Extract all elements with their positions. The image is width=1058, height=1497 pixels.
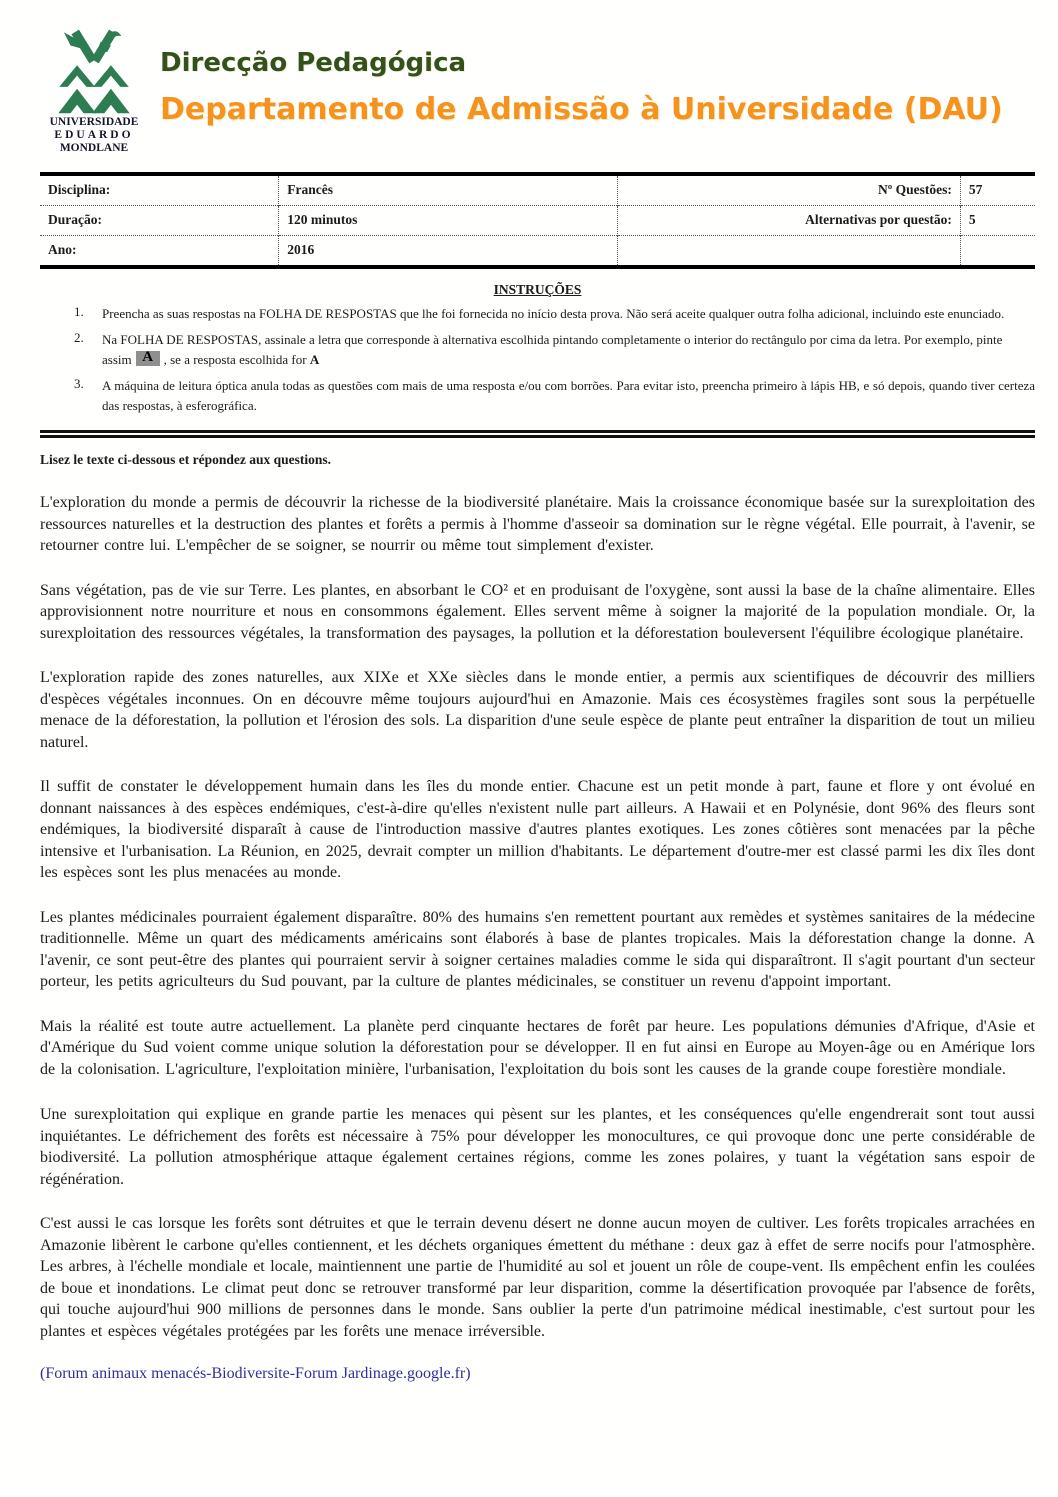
- disciplina-value: Francês: [279, 174, 617, 206]
- duracao-value: 120 minutos: [279, 205, 617, 235]
- source-link[interactable]: (Forum animaux menacés-Biodiversite-Forum Jardinage.google.fr): [40, 1365, 471, 1383]
- exam-info-table: [40, 172, 1035, 269]
- answer-letter: A: [142, 348, 154, 365]
- uem-emblem-icon: [47, 26, 141, 114]
- instruction-item-3: [40, 376, 1035, 416]
- ano-value: 2016: [279, 235, 617, 267]
- paragraph: Mais la réalité est toute autre actuellement. La planète perd cinquante hectares de forêt par heure. Les populations démunies d'Afrique, d'Asie et d'Amérique du Sud voient comme unique solution la déforestation pour se développer. Il en fut ainsi en Europe au Moyen-âge ou en Amérique lors de la colonisation. L'agriculture, l'exploitation minière, l'urbanisation, l'exploitation du bois sont les causes de la grande coupe forestière mondiale.: [40, 1017, 1035, 1078]
- instructions-title: INSTRUÇÕES: [493, 281, 582, 297]
- empty-cell: [617, 235, 960, 267]
- table-row: [40, 205, 1035, 235]
- paragraph: C'est aussi le cas lorsque les forêts sont détruites et que le terrain devenu désert ne donne aucun moyen de cultiver. Les forêts tropicales arrachées en Amazonie libèrent le carbone qu'elles contiennent, et les déchets organiques émettent du méthane : deux gaz à effet de serre nocifs pour l'atmosphère. Les arbres, à l'échelle mondiale et locale, maintiennent une partie de l'humidité au sol et jouent un rôle de coupe-vent. Ils empêchent enfin les coulées de boue et inondations. Le climat peut donc se retrouver transformé par leur disparition, comme la désertification provoquée par l'absence de forêts, qui touche aujourd'hui 900 millions de personnes dans le monde. Sans oublier la perte d'un patrimoine médical inestimable, c'est surtout pour les plantes et espèces végétales protégées par les forêts une menace irréversible.: [40, 1215, 1035, 1340]
- direccao-pedagogica-title: Direcção Pedagógica: [160, 48, 467, 78]
- paragraph: Les plantes médicinales pourraient également disparaître. 80% des humains s'en remettent pourtant aux remèdes et systèmes sanitaires de la médecine traditionnelle. Même un quart des médicaments américains sont élaborés à base de plantes tropicales. Mais la déforestation change la donne. A l'avenir, ce sont peut-être des plantes qui pourraient servir à soigner certaines maladies comme le sida qui disparaîtront. Il s'agit pourtant d'un secteur porteur, les petits agriculteurs du Sud pouvant, par la culture de plantes médicinales, se constituer un revenu d'appoint important.: [40, 908, 1035, 991]
- source-citation: [40, 1365, 1035, 1383]
- list-marker: 2.: [74, 329, 84, 345]
- logo-line-eduardo: EDUARDO: [54, 129, 134, 142]
- reading-text: [40, 492, 1035, 1383]
- instructions-section: [40, 282, 1035, 417]
- instruction-2-line1: Na FOLHA DE RESPOSTAS, assinale a letra que corresponde à alternativa escolhida pintando completamente o interior do rectângulo por cima da letra. Por exemplo, pinte: [102, 331, 1003, 347]
- disciplina-label: Disciplina:: [40, 174, 279, 206]
- instruction-text: [102, 330, 1035, 370]
- paragraph: Il suffit de constater le développement humain dans les îles du monde entier. Chacune est un petit monde à part, faune et flore y ont évolué en donnant naissances à des espèces endémiques, c'est-à-dire qu'elles n'existent nulle part ailleurs. A Hawaii et en Polynésie, dont 96% des fleurs sont endémiques, la biodiversité disparaît à cause de l'introduction massive d'autres plantes exotiques. Les zones côtières sont menacées par la pêche intensive et l'urbanisation. La Réunion, en 2025, devrait compter un million d'habitants. Le département d'outre-mer est classé parmi les dix îles dont les espèces sont les plus menacées au monde.: [40, 778, 1035, 882]
- list-marker: 1.: [74, 303, 84, 319]
- ano-label: Ano:: [40, 235, 279, 267]
- instruction-text: Preencha as suas respostas na FOLHA DE RESPOSTAS que lhe foi fornecida no início desta prova. Não será aceite qualquer outra folha adicional, incluindo este enunciado.: [102, 305, 1005, 321]
- table-row: [40, 174, 1035, 206]
- instruction-2-line2-pre: assim: [102, 351, 132, 367]
- instruction-item-1: [40, 304, 1035, 324]
- logo-line-mondlane: MONDLANE: [59, 142, 129, 155]
- header-titles: [160, 26, 1003, 127]
- alternativas-label: Alternativas por questão:: [617, 205, 960, 235]
- instruction-text: A máquina de leitura óptica anula todas as questões com mais de uma resposta e/ou com borrões. Para evitar isto, preencha primeiro à lápis HB, e só depois, quando tiver certeza das respostas, à esferográfica.: [102, 378, 1035, 414]
- painted-answer-rectangle-icon: [136, 348, 160, 366]
- section-divider: [40, 430, 1035, 438]
- paragraph: Sans végétation, pas de vie sur Terre. Les plantes, en absorbant le CO² et en produisant de l'oxygène, sont aussi la base de la chaîne alimentaire. Elles approvisionnent notre nourriture et nous en consommons également. Elles servent même à soigner la majorité de la population mondiale. Or, la surexploitation des ressources végétales, la transformation des paysages, la pollution et la déforestation bouleversent l'équilibre écologique planétaire.: [40, 581, 1035, 642]
- paragraph: L'exploration du monde a permis de découvrir la richesse de la biodiversité planétaire. Mais la croissance économique basée sur la surexploitation des ressources naturelles et la destruction des plantes et forêts a permis à l'homme d'asseoir sa domination sur le règne végétal. Elle pourrait, à l'avenir, se retourner contre lui. L'empêcher de se soigner, se nourrir ou même tout simplement d'exister.: [40, 494, 1035, 555]
- instruction-2-line2-post: , se a resposta escolhida for: [163, 351, 310, 367]
- empty-cell: [960, 235, 1035, 267]
- alternativas-value: 5: [960, 205, 1035, 235]
- university-logo: [40, 26, 148, 156]
- reading-prompt: Lisez le texte ci-dessous et répondez aux questions.: [40, 452, 331, 468]
- paragraph: Une surexploitation qui explique en grande partie les menaces qui pèsent sur les plantes, et les conséquences qu'elle engendrerait sont tout aussi inquiétantes. Le défrichement des forêts est nécessaire à 75% pour développer les monocultures, ce qui provoque donc une perte considérable de biodiversité. La pollution atmosphérique attaque également certaines régions, comme les zones polaires, y tuant la végétation sans espoir de régénération.: [40, 1106, 1035, 1188]
- duracao-label: Duração:: [40, 205, 279, 235]
- answer-letter-bold: A: [309, 351, 320, 367]
- instruction-item-2: [40, 330, 1035, 370]
- departamento-dau-title: Departamento de Admissão à Universidade (DAU): [160, 92, 1003, 127]
- paragraph: L'exploration rapide des zones naturelles, aux XIXe et XXe siècles dans le monde entier, a permis aux scientifiques de découvrir des milliers d'espèces végétales inconnues. On en découvre même toujours aujourd'hui en Amazonie. Mais ces écosystèmes fragiles sont sous la perpétuelle menace de la déforestation, la pollution et l'érosion des sols. La disparition d'une seule espèce de plante peut entraîner la disparition de tout un milieu naturel.: [40, 669, 1035, 751]
- list-marker: 3.: [74, 376, 84, 392]
- table-row: [40, 235, 1035, 267]
- logo-line-universidade: UNIVERSIDADE: [49, 116, 139, 128]
- num-questoes-value: 57: [968, 182, 983, 198]
- logo-text: [40, 116, 148, 156]
- num-questoes-label: Nº Questões:: [617, 174, 960, 206]
- header: [40, 26, 1035, 156]
